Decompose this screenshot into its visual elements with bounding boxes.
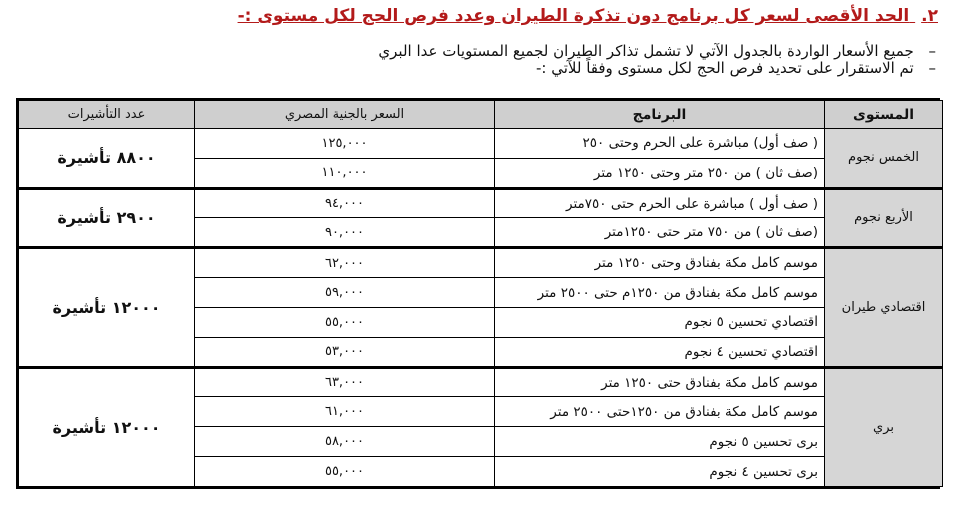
program-cell: موسم كامل مكة بفنادق حتى ١٢٥٠ متر bbox=[495, 367, 825, 397]
program-cell: موسم كامل مكة بفنادق من ١٢٥٠حتى ٢٥٠٠ متر bbox=[495, 397, 825, 427]
price-cell: ٥٩,٠٠٠ bbox=[195, 278, 495, 308]
program-cell: (صف ثان ) من ٧٥٠ متر حتى ١٢٥٠متر bbox=[495, 218, 825, 248]
price-cell: ١٢٥,٠٠٠ bbox=[195, 129, 495, 159]
bullet-text: تم الاستقرار على تحديد فرص الحج لكل مستوى وفقاً للآتي :- bbox=[536, 59, 914, 77]
header-level: المستوى bbox=[825, 101, 943, 129]
price-cell: ٩٠,٠٠٠ bbox=[195, 218, 495, 248]
program-cell: برى تحسين ٤ نجوم bbox=[495, 457, 825, 487]
table-row bbox=[19, 367, 943, 397]
bullet-note-quota bbox=[536, 59, 936, 77]
header-visas: عدد التأشيرات bbox=[19, 101, 195, 129]
program-cell: ( صف أول ) مباشرة على الحرم حتى ٧٥٠متر bbox=[495, 188, 825, 218]
visas-cell: ١٢٠٠٠ تأشيرة bbox=[19, 367, 195, 486]
price-cell: ٦١,٠٠٠ bbox=[195, 397, 495, 427]
price-cell: ٥٥,٠٠٠ bbox=[195, 457, 495, 487]
program-cell: ( صف أول) مباشرة على الحرم وحتى ٢٥٠ bbox=[495, 129, 825, 159]
price-cell: ١١٠,٠٠٠ bbox=[195, 158, 495, 188]
section-number: ٢. bbox=[921, 6, 938, 26]
price-cell: ٦٢,٠٠٠ bbox=[195, 248, 495, 278]
section-title: الحد الأقصى لسعر كل برنامج دون تذكرة الطيران وعدد فرص الحج لكل مستوى :- bbox=[237, 6, 910, 26]
program-cell: موسم كامل مكة بفنادق من ١٢٥٠م حتى ٢٥٠٠ متر bbox=[495, 278, 825, 308]
program-cell: اقتصادي تحسين ٤ نجوم bbox=[495, 337, 825, 367]
table-row bbox=[19, 129, 943, 159]
program-cell: موسم كامل مكة بفنادق وحتى ١٢٥٠ متر bbox=[495, 248, 825, 278]
bullet-text: جميع الأسعار الواردة بالجدول الآتي لا تشمل تذاكر الطيران لجميع المستويات عدا البري bbox=[378, 42, 914, 60]
program-cell: برى تحسين ٥ نجوم bbox=[495, 427, 825, 457]
table-header-row bbox=[19, 101, 943, 129]
price-cell: ٩٤,٠٠٠ bbox=[195, 188, 495, 218]
program-cell: اقتصادي تحسين ٥ نجوم bbox=[495, 307, 825, 337]
section-heading bbox=[218, 6, 938, 26]
price-cell: ٦٣,٠٠٠ bbox=[195, 367, 495, 397]
visas-cell: ٨٨٠٠ تأشيرة bbox=[19, 129, 195, 189]
table-row bbox=[19, 188, 943, 218]
price-cell: ٥٣,٠٠٠ bbox=[195, 337, 495, 367]
visas-cell: ١٢٠٠٠ تأشيرة bbox=[19, 248, 195, 367]
bullet-dash: – bbox=[928, 59, 936, 77]
price-cell: ٥٨,٠٠٠ bbox=[195, 427, 495, 457]
header-program: البرنامج bbox=[495, 101, 825, 129]
level-cell: الأربع نجوم bbox=[825, 188, 943, 248]
price-cell: ٥٥,٠٠٠ bbox=[195, 307, 495, 337]
bullet-dash: – bbox=[928, 42, 936, 60]
table-row bbox=[19, 248, 943, 278]
hajj-programs-table bbox=[16, 98, 940, 489]
visas-cell: ٢٩٠٠ تأشيرة bbox=[19, 188, 195, 248]
header-price: السعر بالجنية المصري bbox=[195, 101, 495, 129]
level-cell: بري bbox=[825, 367, 943, 486]
bullet-note-prices bbox=[378, 42, 936, 60]
level-cell: اقتصادي طيران bbox=[825, 248, 943, 367]
program-cell: (صف ثان ) من ٢٥٠ متر وحتى ١٢٥٠ متر bbox=[495, 158, 825, 188]
level-cell: الخمس نجوم bbox=[825, 129, 943, 189]
